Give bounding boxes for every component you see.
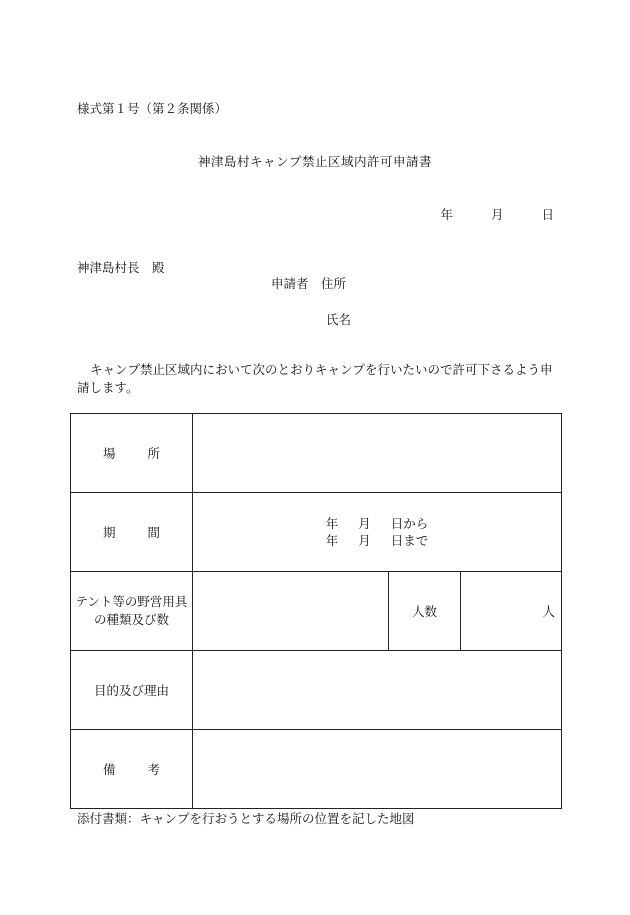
row-period xyxy=(71,493,562,572)
remarks-field[interactable] xyxy=(193,730,562,809)
form-number: 様式第１号（第２条関係） xyxy=(77,101,228,116)
date-day-label: 日 xyxy=(541,207,554,222)
people-label: 人数 xyxy=(389,572,461,651)
document-title: 神津島村キャンプ禁止区域内許可申請書 xyxy=(197,154,432,169)
equipment-field[interactable] xyxy=(193,572,389,651)
row-place xyxy=(71,414,562,493)
application-table xyxy=(70,413,562,809)
period-label: 期 間 xyxy=(71,493,193,572)
period-field[interactable] xyxy=(193,493,562,572)
place-field[interactable] xyxy=(193,414,562,493)
purpose-field[interactable] xyxy=(193,651,562,730)
applicant-name-label: 氏名 xyxy=(326,312,352,327)
attachment-note: 添付書類：キャンプを行おうとする場所の位置を記した地図 xyxy=(77,811,415,826)
equipment-label: テント等の野営用具の種類及び数 xyxy=(71,572,193,651)
row-equipment xyxy=(71,572,562,651)
place-label: 場 所 xyxy=(71,414,193,493)
period-from: 年 月 日から xyxy=(325,516,429,531)
row-remarks xyxy=(71,730,562,809)
request-statement: キャンプ禁止区域内において次のとおりキャンプを行いたいので許可下さるよう申請します。 xyxy=(77,362,553,395)
people-unit: 人 xyxy=(542,604,556,619)
applicant-address-label: 申請者 住所 xyxy=(271,276,347,291)
period-to: 年 月 日まで xyxy=(325,533,429,548)
date-line xyxy=(436,205,554,223)
date-month-label: 月 xyxy=(490,207,504,222)
purpose-label: 目的及び理由 xyxy=(71,651,193,730)
row-purpose xyxy=(71,651,562,730)
people-field[interactable] xyxy=(461,572,562,651)
remarks-label: 備 考 xyxy=(71,730,193,809)
date-year-label: 年 xyxy=(440,207,453,222)
addressee: 神津島村長 殿 xyxy=(77,260,165,275)
